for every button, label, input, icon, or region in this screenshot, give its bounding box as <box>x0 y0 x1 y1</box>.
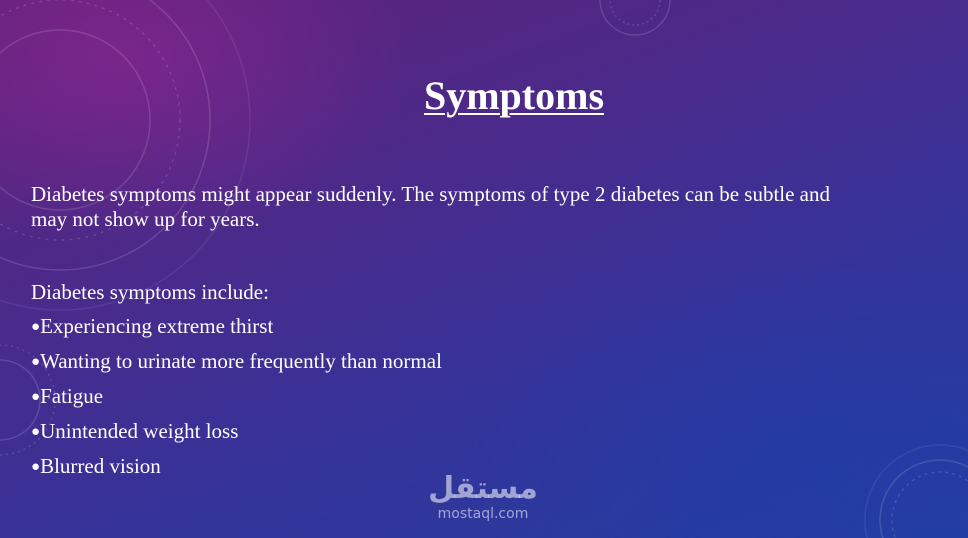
symptom-list <box>31 314 442 489</box>
list-item <box>31 314 442 349</box>
list-item-text: Unintended weight loss <box>40 419 239 443</box>
list-item-text: Fatigue <box>40 384 104 408</box>
slide-body <box>31 182 931 478</box>
list-item-text: Wanting to urinate more frequently than normal <box>40 349 442 373</box>
bullet-icon: ● <box>31 354 41 370</box>
bullet-icon: ● <box>31 319 41 335</box>
list-item <box>31 454 442 489</box>
list-item <box>31 419 442 454</box>
bullet-icon: ● <box>31 389 41 405</box>
intro-paragraph: Diabetes symptoms might appear suddenly. The symptoms of type 2 diabetes can be subtle and may not show up for years. <box>31 182 831 231</box>
list-item-text: Experiencing extreme thirst <box>40 314 274 338</box>
watermark-arabic: مستقل <box>428 471 538 506</box>
bullet-icon: ● <box>31 459 41 475</box>
list-item <box>31 349 442 384</box>
bullet-icon: ● <box>31 424 41 440</box>
watermark-url: mostaql.com <box>437 506 529 522</box>
slide-title: Symptoms <box>423 73 605 118</box>
list-item <box>31 384 442 419</box>
symptoms-heading: Diabetes symptoms include: <box>31 280 269 304</box>
watermark-logo <box>418 472 548 522</box>
list-item-text: Blurred vision <box>40 454 161 478</box>
